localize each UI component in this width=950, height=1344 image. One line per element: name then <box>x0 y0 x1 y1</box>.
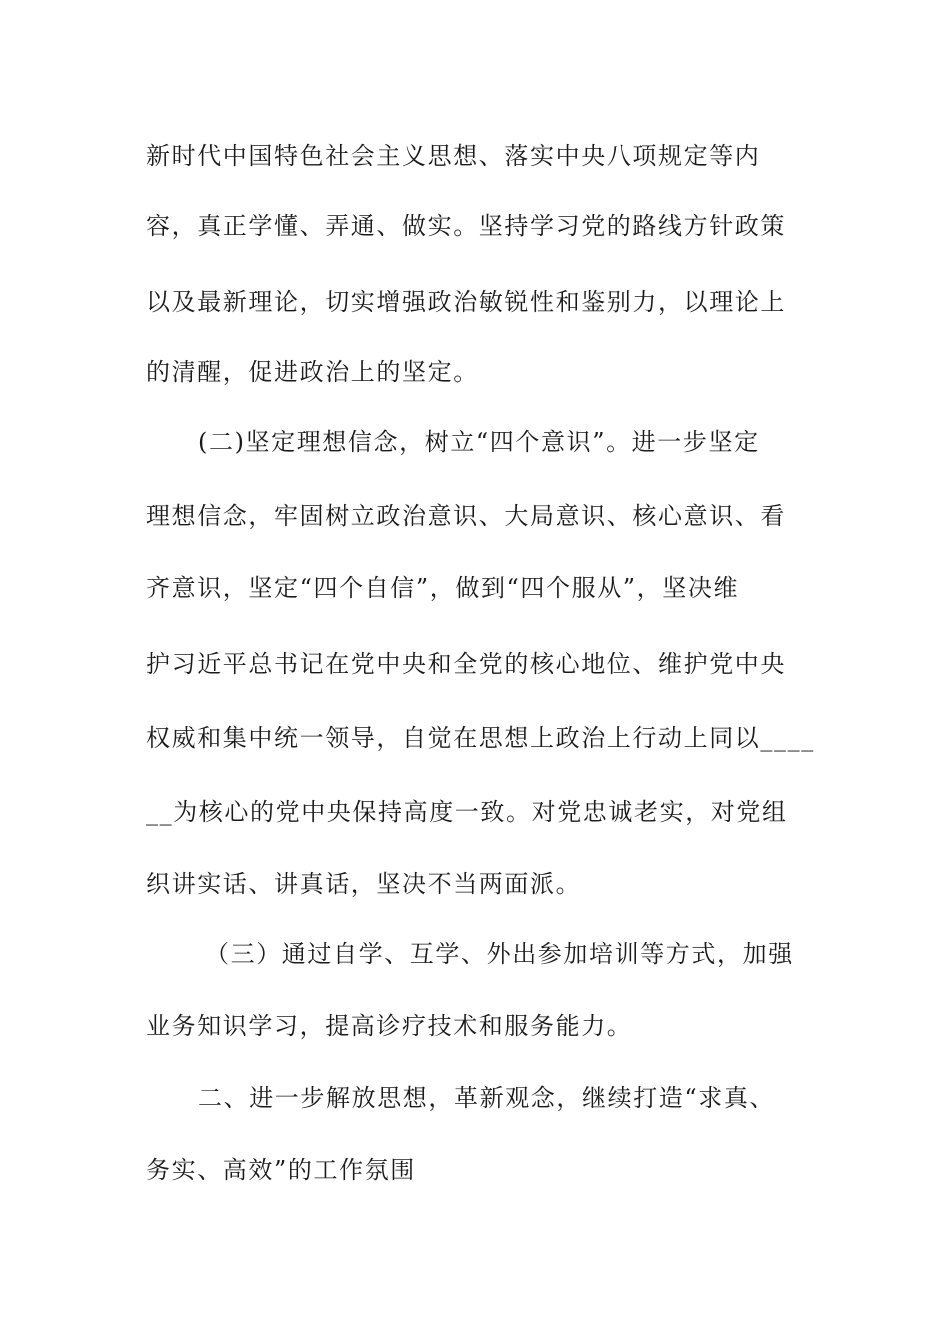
text-line-13: 业务知识学习，提高诊疗技术和服务能力。 <box>146 1012 633 1040</box>
text-line-6: 理想信念，牢固树立政治意识、大局意识、核心意识、看 <box>146 502 786 530</box>
text-line-9: 权威和集中统一领导，自觉在思想上政治上行动上同以____ <box>146 724 815 752</box>
text-line-3: 以及最新理论，切实增强政治敏锐性和鉴别力，以理论上 <box>146 288 786 316</box>
text-line-7: 齐意识，坚定“四个自信”，做到“四个服从”，坚决维 <box>146 574 740 602</box>
section-heading-two: 二、进一步解放思想，革新观念，继续打造“求真、 <box>198 1084 776 1112</box>
text-line-15: 务实、高效”的工作氛围 <box>146 1156 416 1184</box>
section-heading-2: (二)坚定理想信念，树立“四个意识”。进一步坚定 <box>198 428 760 456</box>
text-line-2: 容，真正学懂、弄通、做实。坚持学习党的路线方针政策 <box>146 212 786 240</box>
text-line-4: 的清醒，促进政治上的坚定。 <box>146 358 479 386</box>
text-line-11: 织讲实话、讲真话，坚决不当两面派。 <box>146 870 582 898</box>
text-line-1: 新时代中国特色社会主义思想、落实中央八项规定等内 <box>146 142 761 170</box>
section-heading-3: （三）通过自学、互学、外出参加培训等方式，加强 <box>205 940 794 968</box>
text-line-10: __为核心的党中央保持高度一致。对党忠诚老实，对党组 <box>146 798 788 826</box>
text-line-8: 护习近平总书记在党中央和全党的核心地位、维护党中央 <box>146 650 786 678</box>
